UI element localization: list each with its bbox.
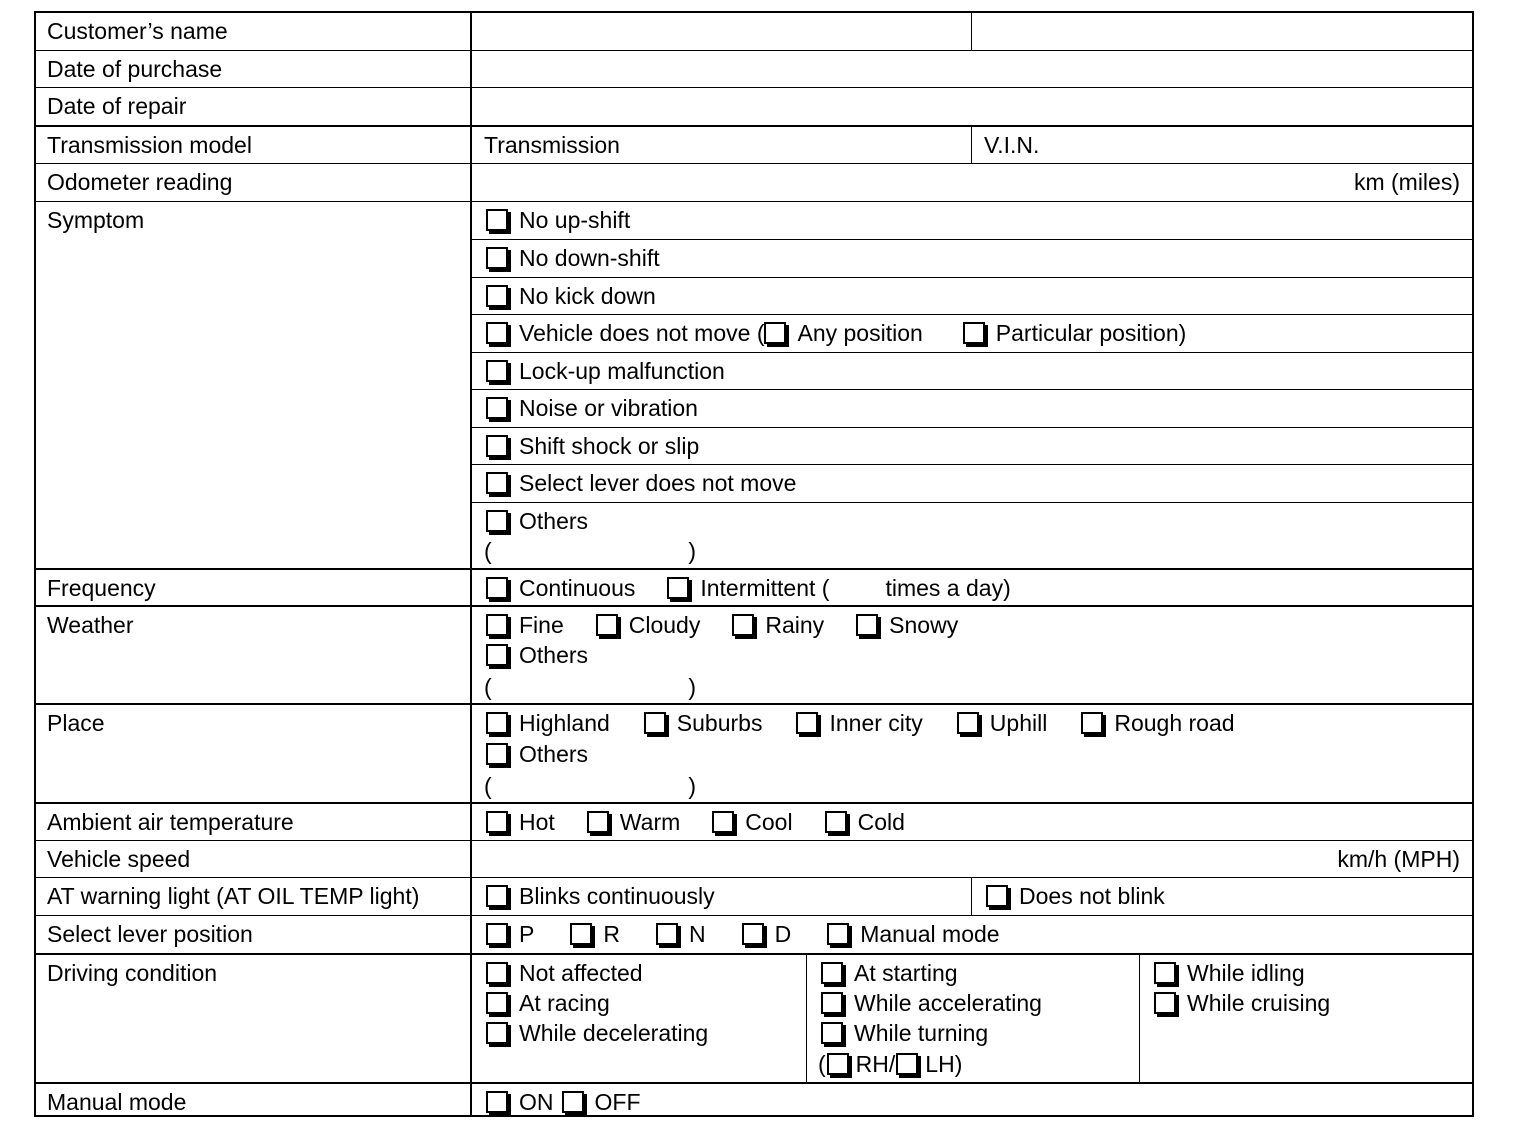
option-does-not-blink[interactable] [972, 878, 1472, 915]
option-label: Intermittent ( [700, 575, 830, 601]
label-symptom: Symptom [36, 202, 472, 568]
option-label: R [603, 921, 620, 947]
checkbox[interactable] [486, 285, 508, 307]
checkbox[interactable] [486, 962, 508, 984]
option-while-turning[interactable] [819, 1018, 988, 1048]
option-inner-city[interactable] [794, 708, 922, 738]
checkbox[interactable] [986, 885, 1008, 907]
option-label: While cruising [1187, 990, 1331, 1016]
manual-mode-options [472, 1084, 1472, 1117]
checkbox[interactable] [486, 1091, 508, 1113]
row-weather [36, 605, 1472, 703]
paren-open: ( [484, 773, 492, 799]
option-p[interactable] [484, 919, 534, 949]
label-driving-condition: Driving condition [36, 955, 472, 1082]
checkbox[interactable] [856, 614, 878, 636]
driving-col-1 [472, 955, 806, 1082]
label-odometer: Odometer reading [36, 164, 472, 201]
label-ambient-temperature: Ambient air temperature [36, 804, 472, 840]
checkbox[interactable] [821, 962, 843, 984]
option-highland[interactable] [484, 708, 610, 738]
row-place [36, 703, 1472, 802]
row-manual-mode [36, 1082, 1472, 1117]
date-of-purchase-field[interactable] [472, 51, 1472, 87]
paren-close: ) [688, 674, 696, 700]
option-label: Rough road [1114, 710, 1235, 736]
option-label: While idling [1187, 960, 1305, 986]
option-label: No down-shift [519, 245, 660, 271]
weather-options [472, 607, 1472, 703]
checkbox[interactable] [486, 322, 508, 344]
checkbox[interactable] [486, 397, 508, 419]
option-label: Not affected [519, 960, 643, 986]
paren-open: ( [818, 1051, 826, 1077]
symptom-options [472, 202, 1472, 568]
option-label: No up-shift [519, 207, 631, 233]
row-transmission-model [36, 125, 1472, 163]
ambient-line [484, 807, 905, 837]
option-intermittent[interactable] [665, 573, 829, 603]
symptom-no-up-shift[interactable] [472, 202, 1472, 239]
checkbox[interactable] [742, 923, 764, 945]
option-label: Others [519, 642, 589, 668]
checkbox[interactable] [486, 577, 508, 599]
checkbox[interactable] [732, 614, 754, 636]
checkbox[interactable] [486, 209, 508, 231]
option-label: While turning [854, 1020, 989, 1046]
option-label: D [774, 921, 792, 947]
checkbox[interactable] [486, 992, 508, 1014]
option-rainy[interactable] [730, 610, 824, 640]
option-label: OFF [594, 1089, 641, 1115]
option-label: ON [519, 1089, 554, 1115]
option-uphill[interactable] [955, 708, 1048, 738]
option-label: Rainy [765, 612, 825, 638]
vin-field[interactable] [972, 127, 1472, 163]
checkbox[interactable] [486, 472, 508, 494]
checkbox[interactable] [570, 923, 592, 945]
option-label: Others [519, 508, 589, 534]
option-off[interactable] [560, 1087, 641, 1117]
option-label: Vehicle does not move ( [519, 320, 765, 346]
option-label: Lock-up malfunction [519, 358, 725, 384]
symptom-no-down-shift[interactable] [472, 239, 1472, 277]
option-label: Suburbs [676, 710, 763, 736]
checkbox[interactable] [486, 247, 508, 269]
option-not-affected[interactable] [484, 958, 643, 988]
checkbox[interactable] [486, 811, 508, 833]
others-text-field[interactable] [484, 536, 696, 566]
diagnostic-worksheet [34, 11, 1474, 1117]
paren-open: ( [484, 674, 492, 700]
label-select-lever-position: Select lever position [36, 916, 472, 953]
option-rh[interactable] [826, 1049, 896, 1079]
customer-name-field-1[interactable] [472, 13, 971, 50]
option-while-cruising[interactable] [1152, 988, 1330, 1018]
option-on[interactable] [484, 1087, 554, 1117]
option-label: Cool [745, 809, 793, 835]
symptom-lock-up-malfunction[interactable] [472, 352, 1472, 389]
label-weather: Weather [36, 607, 472, 703]
checkbox[interactable] [1081, 712, 1103, 734]
checkbox[interactable] [963, 322, 985, 344]
option-label: Manual mode [860, 921, 1000, 947]
option-lh[interactable] [895, 1049, 962, 1079]
option-label: Hot [519, 809, 555, 835]
option-label: While decelerating [519, 1020, 709, 1046]
place-line-1 [484, 708, 1235, 738]
option-n[interactable] [654, 919, 706, 949]
customer-name-fields [472, 13, 1472, 50]
option-any-position[interactable] [762, 318, 922, 348]
label-transmission-model: Transmission model [36, 127, 472, 163]
option-manual-mode[interactable] [825, 919, 999, 949]
paren-close: ) [688, 538, 696, 564]
checkbox[interactable] [486, 1022, 508, 1044]
option-label: Noise or vibration [519, 395, 698, 421]
option-suburbs[interactable] [642, 708, 763, 738]
symptom-no-kick-down[interactable] [472, 277, 1472, 314]
checkbox[interactable] [827, 1053, 849, 1075]
option-snowy[interactable] [854, 610, 958, 640]
option-label: LH) [925, 1051, 963, 1077]
driving-col-3 [1139, 955, 1472, 1082]
row-driving-condition [36, 953, 1472, 1082]
checkbox[interactable] [712, 811, 734, 833]
customer-name-field-2[interactable] [972, 13, 1472, 50]
checkbox[interactable] [1154, 962, 1176, 984]
option-rough-road[interactable] [1079, 708, 1234, 738]
option-label: No kick down [519, 283, 656, 309]
option-label: Shift shock or slip [519, 433, 700, 459]
row-vehicle-speed [36, 840, 1472, 877]
weather-others-text-field[interactable] [484, 672, 696, 702]
option-label: Particular position) [995, 320, 1187, 346]
option-label: Highland [519, 710, 610, 736]
row-odometer [36, 163, 1472, 201]
option-cloudy[interactable] [594, 610, 701, 640]
option-continuous[interactable] [484, 573, 635, 603]
row-date-of-repair [36, 87, 1472, 125]
option-label: Cold [857, 809, 905, 835]
row-symptom [36, 201, 1472, 568]
option-label: RH/ [855, 1051, 896, 1077]
place-options [472, 705, 1472, 802]
option-fine[interactable] [484, 610, 564, 640]
label-frequency: Frequency [36, 570, 472, 605]
symptom-select-lever-does-not-move[interactable] [472, 464, 1472, 502]
option-label: Select lever does not move [519, 470, 797, 496]
option-label: Uphill [989, 710, 1048, 736]
option-label: Warm [619, 809, 681, 835]
option-while-decelerating[interactable] [484, 1018, 708, 1048]
checkbox[interactable] [486, 614, 508, 636]
select-lever-options [472, 916, 1472, 953]
option-r[interactable] [568, 919, 620, 949]
checkbox[interactable] [896, 1053, 918, 1075]
symptom-others[interactable] [472, 502, 1472, 569]
option-label: Continuous [519, 575, 636, 601]
option-place-others[interactable] [484, 739, 588, 769]
option-label: Cloudy [628, 612, 701, 638]
label-customer-name: Customer’s name [36, 13, 472, 50]
option-label: P [519, 921, 535, 947]
checkbox[interactable] [486, 435, 508, 457]
option-label: Others [519, 741, 589, 767]
checkbox[interactable] [764, 322, 786, 344]
row-select-lever-position [36, 915, 1472, 953]
row-frequency [36, 568, 1472, 605]
option-cold[interactable] [823, 807, 905, 837]
checkbox[interactable] [486, 885, 508, 907]
checkbox[interactable] [486, 510, 508, 532]
vehicle-speed-unit: km/h (MPH) [1337, 846, 1460, 872]
option-label: Snowy [889, 612, 959, 638]
option-label: N [688, 921, 706, 947]
checkbox[interactable] [562, 1091, 584, 1113]
driving-col-2 [806, 955, 1139, 1082]
symptom-vehicle-does-not-move[interactable] [472, 314, 1472, 352]
select-lever-line [484, 919, 1000, 949]
symptom-shift-shock-or-slip[interactable] [472, 427, 1472, 464]
odometer-field[interactable] [472, 164, 1472, 201]
label-date-of-repair: Date of repair [36, 88, 472, 125]
transmission-label: Transmission [484, 132, 620, 158]
label-date-of-purchase: Date of purchase [36, 51, 472, 87]
checkbox[interactable] [596, 614, 618, 636]
checkbox[interactable] [486, 360, 508, 382]
checkbox[interactable] [827, 923, 849, 945]
frequency-line [484, 573, 1011, 603]
place-others-text-field[interactable] [484, 771, 696, 801]
at-warning-options [472, 878, 1472, 915]
driving-condition-options [472, 955, 1472, 1082]
option-warm[interactable] [585, 807, 680, 837]
option-at-racing[interactable] [484, 988, 610, 1018]
checkbox[interactable] [486, 743, 508, 765]
option-while-accelerating[interactable] [819, 988, 1042, 1018]
row-ambient-temperature [36, 802, 1472, 840]
checkbox[interactable] [644, 712, 666, 734]
checkbox[interactable] [486, 712, 508, 734]
checkbox[interactable] [1154, 992, 1176, 1014]
option-label: At racing [519, 990, 610, 1016]
manual-mode-line [484, 1087, 641, 1117]
paren-close: ) [688, 773, 696, 799]
checkbox[interactable] [821, 1022, 843, 1044]
turning-direction [818, 1049, 962, 1079]
option-label: Inner city [829, 710, 923, 736]
option-label: Does not blink [1019, 883, 1165, 909]
checkbox[interactable] [587, 811, 609, 833]
vehicle-speed-field[interactable] [472, 841, 1472, 877]
label-place: Place [36, 705, 472, 802]
checkbox[interactable] [957, 712, 979, 734]
row-at-warning-light [36, 877, 1472, 915]
checkbox[interactable] [821, 992, 843, 1014]
option-cool[interactable] [710, 807, 792, 837]
checkbox[interactable] [486, 923, 508, 945]
times-a-day-label: times a day) [885, 575, 1011, 601]
weather-line-1 [484, 610, 958, 640]
option-label: Blinks continuously [519, 883, 715, 909]
label-at-warning-light: AT warning light (AT OIL TEMP light) [36, 878, 472, 915]
checkbox[interactable] [656, 923, 678, 945]
checkbox[interactable] [825, 811, 847, 833]
paren-open: ( [484, 538, 492, 564]
vin-label: V.I.N. [984, 132, 1040, 158]
checkbox[interactable] [667, 577, 689, 599]
option-blinks-continuously[interactable] [472, 878, 971, 915]
option-hot[interactable] [484, 807, 555, 837]
transmission-field[interactable] [472, 127, 971, 163]
option-label: Any position [797, 320, 923, 346]
checkbox[interactable] [796, 712, 818, 734]
row-date-of-purchase [36, 50, 1472, 87]
symptom-noise-or-vibration[interactable] [472, 389, 1472, 427]
ambient-options [472, 804, 1472, 840]
option-label: At starting [854, 960, 958, 986]
row-customer-name [36, 13, 1472, 50]
option-at-starting[interactable] [819, 958, 958, 988]
odometer-unit: km (miles) [1353, 169, 1460, 195]
frequency-options [472, 570, 1472, 605]
option-d[interactable] [740, 919, 792, 949]
date-of-repair-field[interactable] [472, 88, 1472, 125]
option-weather-others[interactable] [484, 640, 588, 670]
checkbox[interactable] [486, 644, 508, 666]
label-vehicle-speed: Vehicle speed [36, 841, 472, 877]
transmission-model-fields [472, 127, 1472, 163]
option-while-idling[interactable] [1152, 958, 1305, 988]
label-manual-mode: Manual mode [36, 1084, 472, 1117]
option-label: Fine [519, 612, 564, 638]
option-particular-position[interactable] [961, 318, 1186, 348]
option-label: While accelerating [854, 990, 1042, 1016]
